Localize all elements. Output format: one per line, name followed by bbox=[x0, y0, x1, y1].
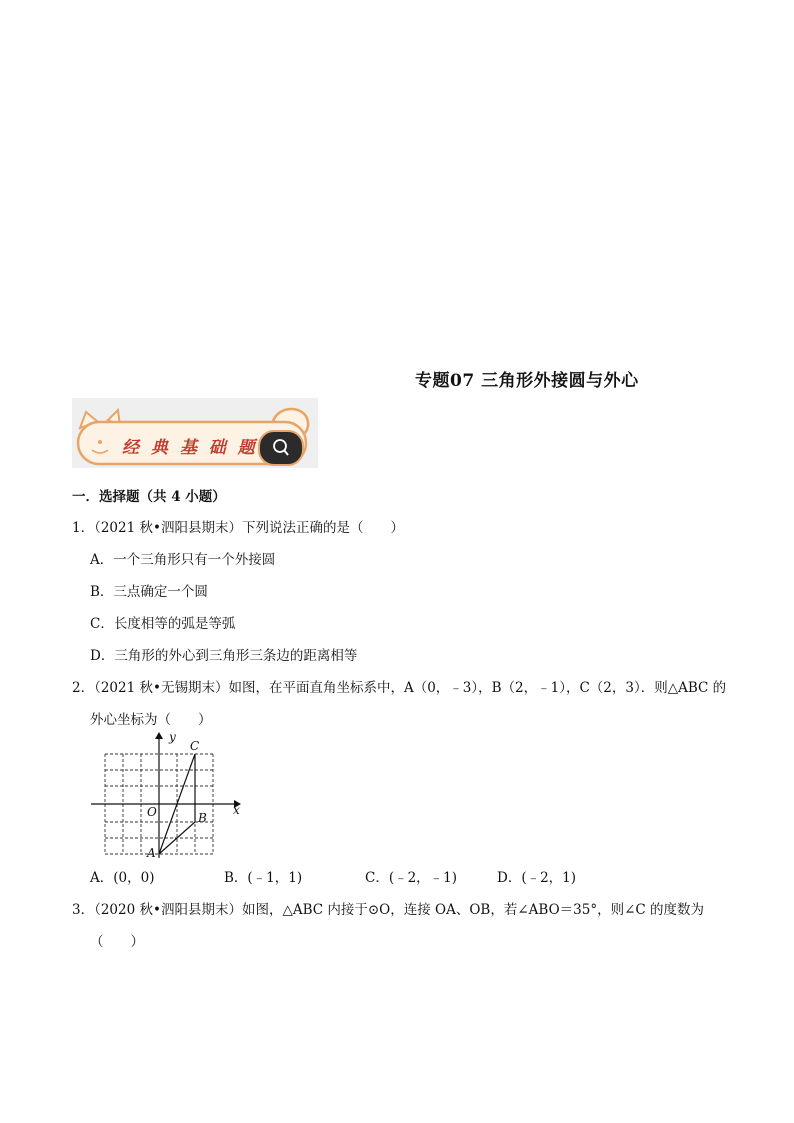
search-icon bbox=[260, 432, 302, 464]
question-1-option-a: A．一个三角形只有一个外接圆 bbox=[90, 552, 276, 568]
section-heading: 一．选择题（共 4 小题） bbox=[72, 489, 226, 505]
coordinate-figure bbox=[88, 730, 248, 860]
y-axis-arrow bbox=[155, 732, 163, 739]
x-axis-label: x bbox=[233, 803, 240, 817]
question-2-option-b: B．(﹣1，1) bbox=[224, 870, 303, 886]
question-2-option-a: A．(0，0) bbox=[90, 870, 155, 886]
page-title: 专题07 三角形外接圆与外心 bbox=[415, 371, 639, 391]
question-1-stem: 1．（2021 秋•泗阳县期末）下列说法正确的是（ ） bbox=[72, 520, 404, 536]
banner-label: 经 典 基 础 题 bbox=[122, 438, 258, 458]
question-2-stem-line-2: 外心坐标为（ ） bbox=[90, 712, 212, 728]
question-1-option-c: C．长度相等的弧是等弧 bbox=[90, 616, 236, 632]
question-3-stem-line-2: （ ） bbox=[90, 934, 144, 950]
question-2-stem-line-1: 2．（2021 秋•无锡期末）如图，在平面直角坐标系中，A（0，﹣3），B（2，﹣1），C（2，3）．则△ABC 的 bbox=[72, 680, 727, 696]
y-axis-label: y bbox=[169, 730, 176, 744]
question-1-option-d: D．三角形的外心到三角形三条边的距离相等 bbox=[90, 648, 358, 664]
question-3-stem-line-1: 3．（2020 秋•泗阳县期末）如图，△ABC 内接于⊙O，连接 OA、OB，若∠ABO＝35°，则∠C 的度数为 bbox=[72, 902, 705, 918]
search-button[interactable] bbox=[258, 430, 304, 466]
origin-label: O bbox=[147, 805, 157, 819]
classic-basics-banner bbox=[72, 398, 318, 468]
coordinate-plane bbox=[88, 730, 248, 860]
point-b-label: B bbox=[198, 811, 207, 825]
question-2-option-c: C．(﹣2，﹣1) bbox=[365, 870, 458, 886]
point-a-label: A bbox=[147, 846, 156, 860]
point-c-label: C bbox=[190, 739, 200, 753]
question-1-option-b: B．三点确定一个圆 bbox=[90, 584, 208, 600]
question-2-option-d: D．(﹣2，1) bbox=[497, 870, 577, 886]
